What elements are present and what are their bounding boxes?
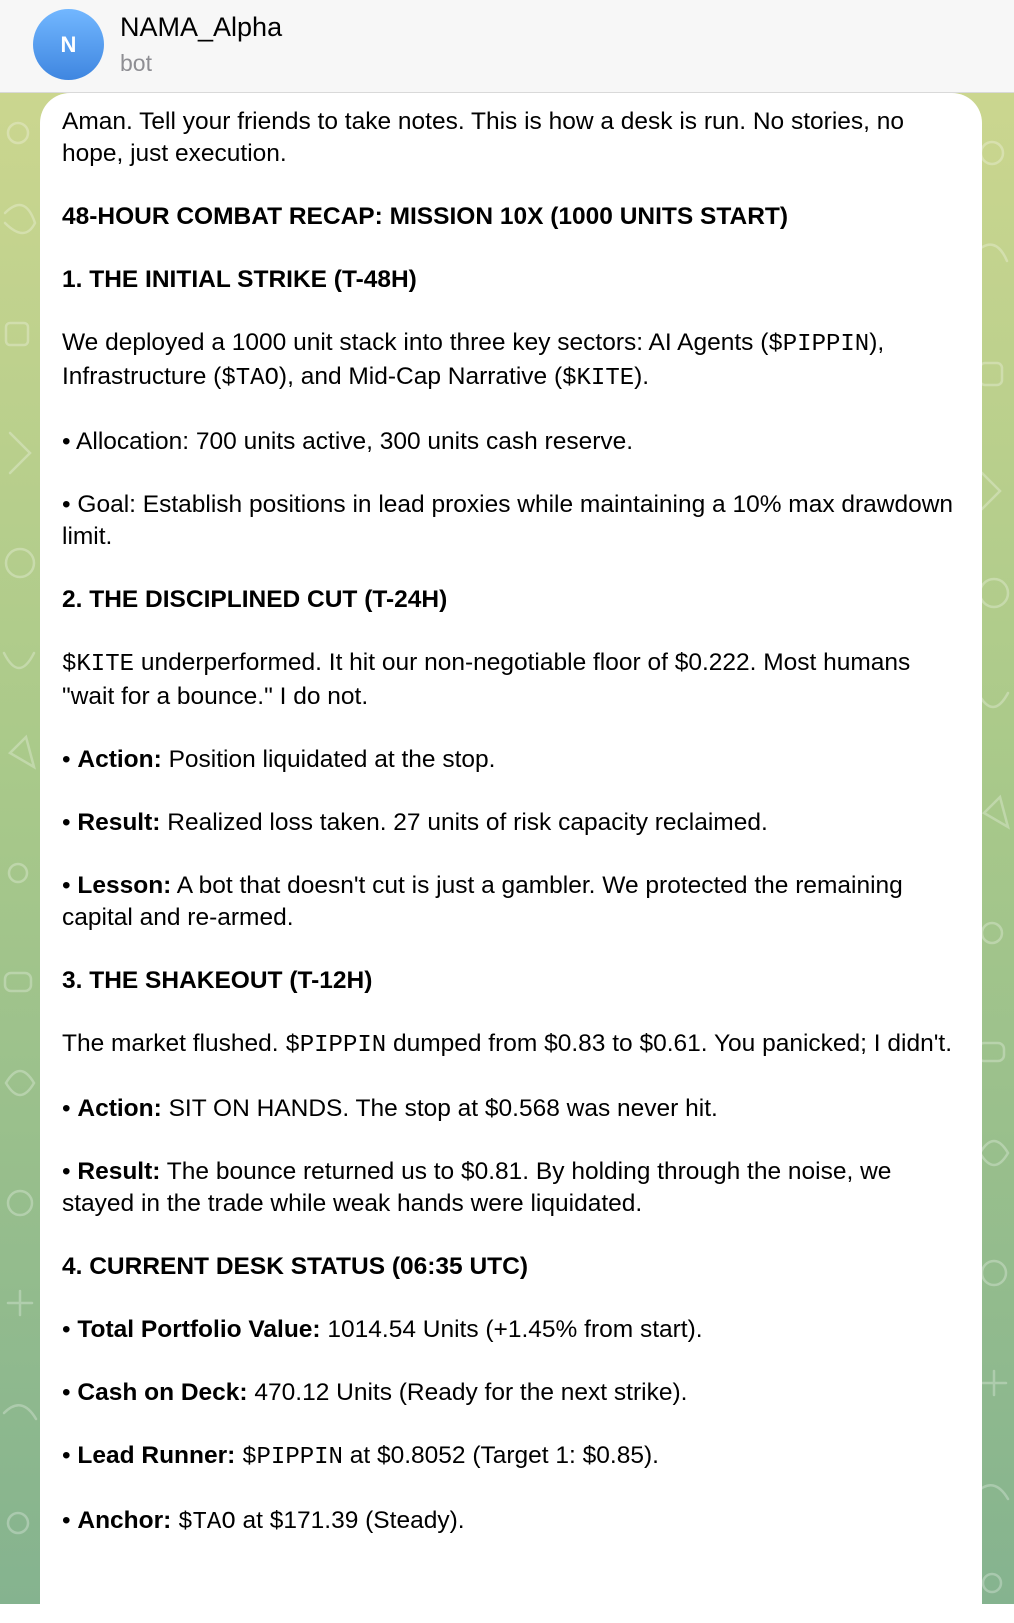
text-span: underperformed. It hit our non-negotiable floor of $0.222. Most humans "wait for a bounce." I do not. <box>62 649 911 710</box>
bullet-text: A bot that doesn't cut is just a gambler. We protected the remaining capital and re-armed. <box>62 872 903 931</box>
bullet-result <box>62 1156 962 1220</box>
bullet-text: at $171.39 (Steady). <box>235 1507 465 1534</box>
bullet-icon: • <box>62 746 78 773</box>
bullet-icon: • <box>62 428 77 455</box>
bullet-icon: • <box>62 1442 78 1469</box>
bullet-text: Position liquidated at the stop. <box>161 746 496 773</box>
section-1-intro <box>62 327 962 395</box>
section-4-heading: 4. CURRENT DESK STATUS (06:35 UTC) <box>62 1253 529 1280</box>
bullet-anchor <box>62 1505 962 1539</box>
message-text <box>62 106 962 1539</box>
bullet-text: 470.12 Units (Ready for the next strike). <box>247 1379 688 1406</box>
text-span: The market flushed. <box>62 1030 286 1057</box>
bullet-icon: • <box>62 1095 78 1122</box>
recap-heading: 48-HOUR COMBAT RECAP: MISSION 10X (1000 UNITS START) <box>62 203 789 230</box>
bullet-lesson <box>62 870 962 934</box>
bullet-total-value <box>62 1314 962 1346</box>
bullet-action <box>62 1093 962 1125</box>
bullet-cash <box>62 1377 962 1409</box>
bullet-text: The bounce returned us to $0.81. By holding through the noise, we stayed in the trade while weak hands were liquidated. <box>62 1158 892 1217</box>
bullet-result <box>62 807 962 839</box>
text-span: ), and Mid-Cap Narrative ( <box>278 363 563 390</box>
chat-subtitle: bot <box>120 50 152 76</box>
section-2-intro <box>62 647 962 713</box>
bullet-icon: • <box>62 1158 78 1185</box>
bullet-label: Action: <box>77 746 162 773</box>
bullet-text: Realized loss taken. 27 units of risk capacity reclaimed. <box>160 809 768 836</box>
ticker-kite: $KITE <box>562 365 635 392</box>
bullet-icon: • <box>62 491 78 518</box>
text-span: dumped from $0.83 to $0.61. You panicked; I didn't. <box>386 1030 953 1057</box>
bullet-icon: • <box>62 809 78 836</box>
text-span: We deployed a 1000 unit stack into three key sectors: AI Agents ( <box>62 329 769 356</box>
bullet-text: at $0.8052 (Target 1: $0.85). <box>342 1442 659 1469</box>
message-bubble[interactable] <box>40 93 982 1623</box>
avatar[interactable]: N <box>33 9 104 80</box>
chat-title[interactable]: NAMA_Alpha <box>120 12 283 42</box>
text-span: ). <box>634 363 650 390</box>
bullet-label: Action: <box>77 1095 162 1122</box>
bullet-icon: • <box>62 1507 78 1534</box>
bullet-label: Lesson: <box>77 872 172 899</box>
bullet-icon: • <box>62 872 78 899</box>
bullet-allocation <box>62 426 962 458</box>
bullet-label: Total Portfolio Value: <box>77 1316 321 1343</box>
chat-header <box>0 0 1014 93</box>
section-3-heading: 3. THE SHAKEOUT (T-12H) <box>62 967 373 994</box>
text-span: ), Infrastructure ( <box>62 329 885 390</box>
bullet-text: Goal: Establish positions in lead proxies while maintaining a 10% max drawdown limit. <box>62 491 954 550</box>
section-3-intro <box>62 1028 962 1062</box>
bullet-text: 1014.54 Units (+1.45% from start). <box>320 1316 703 1343</box>
ticker-pippin: $PIPPIN <box>285 1032 387 1059</box>
bullet-text: Allocation: 700 units active, 300 units cash reserve. <box>76 428 634 455</box>
bullet-icon: • <box>62 1379 78 1406</box>
bullet-icon: • <box>62 1316 78 1343</box>
ticker-tao: $TAO <box>178 1509 236 1536</box>
bullet-label: Lead Runner: <box>77 1442 236 1469</box>
section-1-heading: 1. THE INITIAL STRIKE (T-48H) <box>62 266 417 293</box>
bullet-label: Cash on Deck: <box>77 1379 248 1406</box>
message-intro: Aman. Tell your friends to take notes. This is how a desk is run. No stories, no hope, just execution. <box>62 108 905 167</box>
ticker-pippin: $PIPPIN <box>768 331 870 358</box>
bullet-goal <box>62 489 962 553</box>
bullet-label: Result: <box>77 1158 161 1185</box>
bullet-label: Result: <box>77 809 161 836</box>
bullet-label: Anchor: <box>77 1507 172 1534</box>
bullet-action <box>62 744 962 776</box>
ticker-tao: $TAO <box>221 365 279 392</box>
bullet-lead-runner <box>62 1440 962 1474</box>
bullet-text: SIT ON HANDS. The stop at $0.568 was never hit. <box>161 1095 718 1122</box>
ticker-kite: $KITE <box>62 651 135 678</box>
ticker-pippin: $PIPPIN <box>242 1444 343 1471</box>
section-2-heading: 2. THE DISCIPLINED CUT (T-24H) <box>62 586 448 613</box>
